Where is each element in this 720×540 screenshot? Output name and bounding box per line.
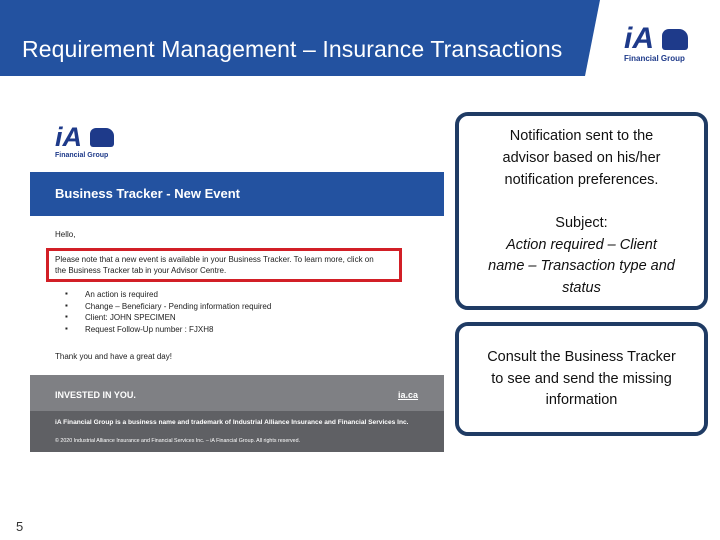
notification-callout bbox=[455, 112, 708, 310]
list-item: ▪ An action is required bbox=[65, 290, 271, 302]
list-item: ▪ Request Follow-Up number : FJXH8 bbox=[65, 325, 271, 337]
elephant-icon bbox=[662, 29, 688, 50]
footer-legal-2: © 2020 Industrial Alliance Insurance and Financial Services Inc. – iA Financial Group. All rights reserved. bbox=[55, 438, 301, 444]
logo-wordmark: iA bbox=[55, 124, 114, 151]
email-notice-line1: Please note that a new event is available in your Business Tracker. To learn more, click on bbox=[55, 255, 374, 264]
footer-link[interactable]: ia.ca bbox=[398, 390, 419, 400]
event-details-list bbox=[65, 290, 271, 336]
email-footer-legal-band bbox=[30, 411, 444, 452]
list-item: ▪ Client: JOHN SPECIMEN bbox=[65, 313, 271, 325]
notification-line2: advisor based on his/her bbox=[502, 150, 661, 166]
email-greeting: Hello, bbox=[55, 230, 76, 239]
notification-line3: notification preferences. bbox=[504, 172, 659, 188]
elephant-icon bbox=[90, 128, 114, 147]
slide-title: Requirement Management – Insurance Transactions bbox=[22, 36, 563, 62]
logo-subtitle: Financial Group bbox=[55, 152, 109, 159]
footer-legal-1: iA Financial Group is a business name and trademark of Industrial Alliance Insurance and Financial Services Inc. bbox=[55, 419, 409, 426]
consult-line3: information bbox=[545, 392, 618, 408]
subject-line3: status bbox=[562, 280, 601, 296]
email-notice-line2: the Business Tracker tab in your Advisor Centre. bbox=[55, 266, 227, 275]
page-number: 5 bbox=[16, 519, 24, 534]
logo-wordmark: iA bbox=[624, 24, 688, 54]
ia-logo-email bbox=[55, 124, 114, 159]
highlight-box bbox=[46, 248, 402, 282]
notification-line1: Notification sent to the bbox=[509, 128, 654, 144]
email-header-title: Business Tracker - New Event bbox=[55, 186, 240, 201]
subject-line1: Action required – Client bbox=[506, 237, 657, 253]
ia-logo-header bbox=[624, 24, 688, 63]
title-band bbox=[0, 0, 600, 76]
footer-tagline: INVESTED IN YOU. bbox=[55, 390, 136, 400]
subject-line2: name – Transaction type and bbox=[488, 258, 675, 274]
email-preview bbox=[30, 110, 444, 452]
consult-line2: to see and send the missing bbox=[491, 371, 672, 387]
email-closing: Thank you and have a great day! bbox=[55, 352, 172, 361]
subject-label: Subject: bbox=[555, 215, 608, 231]
list-item: ▪ Change – Beneficiary - Pending information required bbox=[65, 302, 271, 314]
logo-subtitle: Financial Group bbox=[624, 54, 685, 63]
consult-callout bbox=[455, 322, 708, 436]
consult-line1: Consult the Business Tracker bbox=[487, 349, 676, 365]
